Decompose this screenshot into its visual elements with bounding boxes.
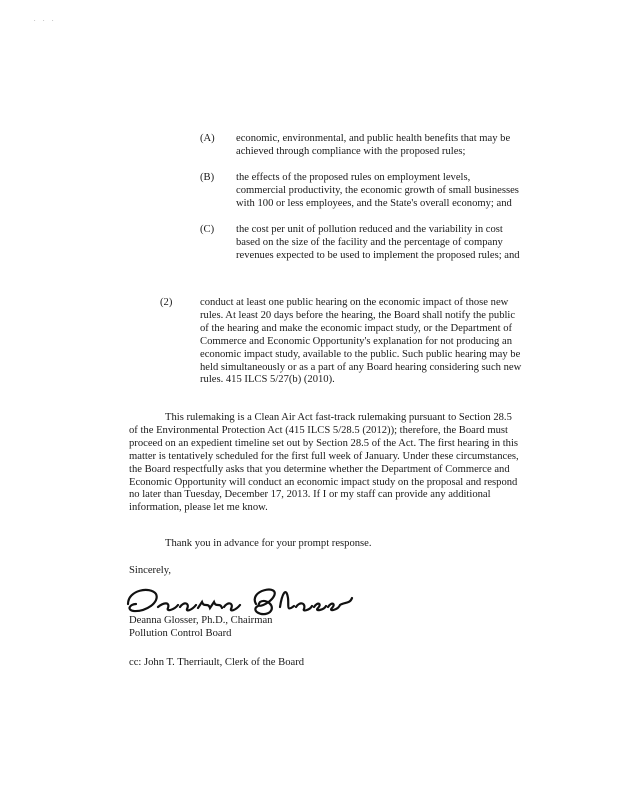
sub-item-b [200,172,520,224]
sub-item-label: (B) [200,172,215,183]
list-item-label: (2) [160,297,173,308]
sub-item-text: the cost per unit of pollution reduced and the variability in cost based on the size of the facility and the percentage of company revenues expected to be used to implement the proposed rules; and [236,224,520,261]
list-item-text: conduct at least one public hearing on the economic impact of those new rules. At least 20 days before the hearing, the Board shall notify the public of the hearing and make the economic impact study, or the Department of Commerce and Economic Opportunity's explanation for not producing an economic impact study, available to the public. Such public hearing may be held simultaneously or as a part of any Board hearing considering such new rules. 415 ILCS 5/27(b) (2010). [200,297,522,386]
cc-line: cc: John T. Therriault, Clerk of the Board [129,657,305,668]
thanks-line: Thank you in advance for your prompt response. [165,538,372,549]
body-paragraph: This rulemaking is a Clean Air Act fast-track rulemaking pursuant to Section 28.5 of the Environmental Protection Act (415 ILCS 5/28.5 (2012)); therefore, the Board must proceed on an expedient timeline set out by Section 28.5 of the Act. The first hearing in this matter is tentatively scheduled for the first full week of January. Under these circumstances, the Board respectfully asks that you determine whether the Department of Commerce and Economic Opportunity will conduct an economic impact study on the proposal and respond no later than Tuesday, December 17, 2013. If I or my staff can provide any additional information, please let me know. [129,412,519,514]
sub-item-text: the effects of the proposed rules on employment levels, commercial productivity, the economic growth of small businesses with 100 or less employees, and the State's overall economy; and [236,172,519,209]
sub-item-c [200,224,520,263]
sub-item-a [200,133,520,172]
signer-org: Pollution Control Board [129,628,232,639]
list-item-2 [160,297,522,387]
sub-item-label: (A) [200,133,215,144]
closing: Sincerely, [129,565,171,576]
page-corner-mark: . . . [34,17,57,23]
signature [124,580,356,620]
signer-name: Deanna Glosser, Ph.D., Chairman [129,615,273,626]
sub-item-text: economic, environmental, and public health benefits that may be achieved through compliance with the proposed rules; [236,133,511,157]
sub-item-label: (C) [200,224,215,235]
sub-item-list [200,133,520,263]
